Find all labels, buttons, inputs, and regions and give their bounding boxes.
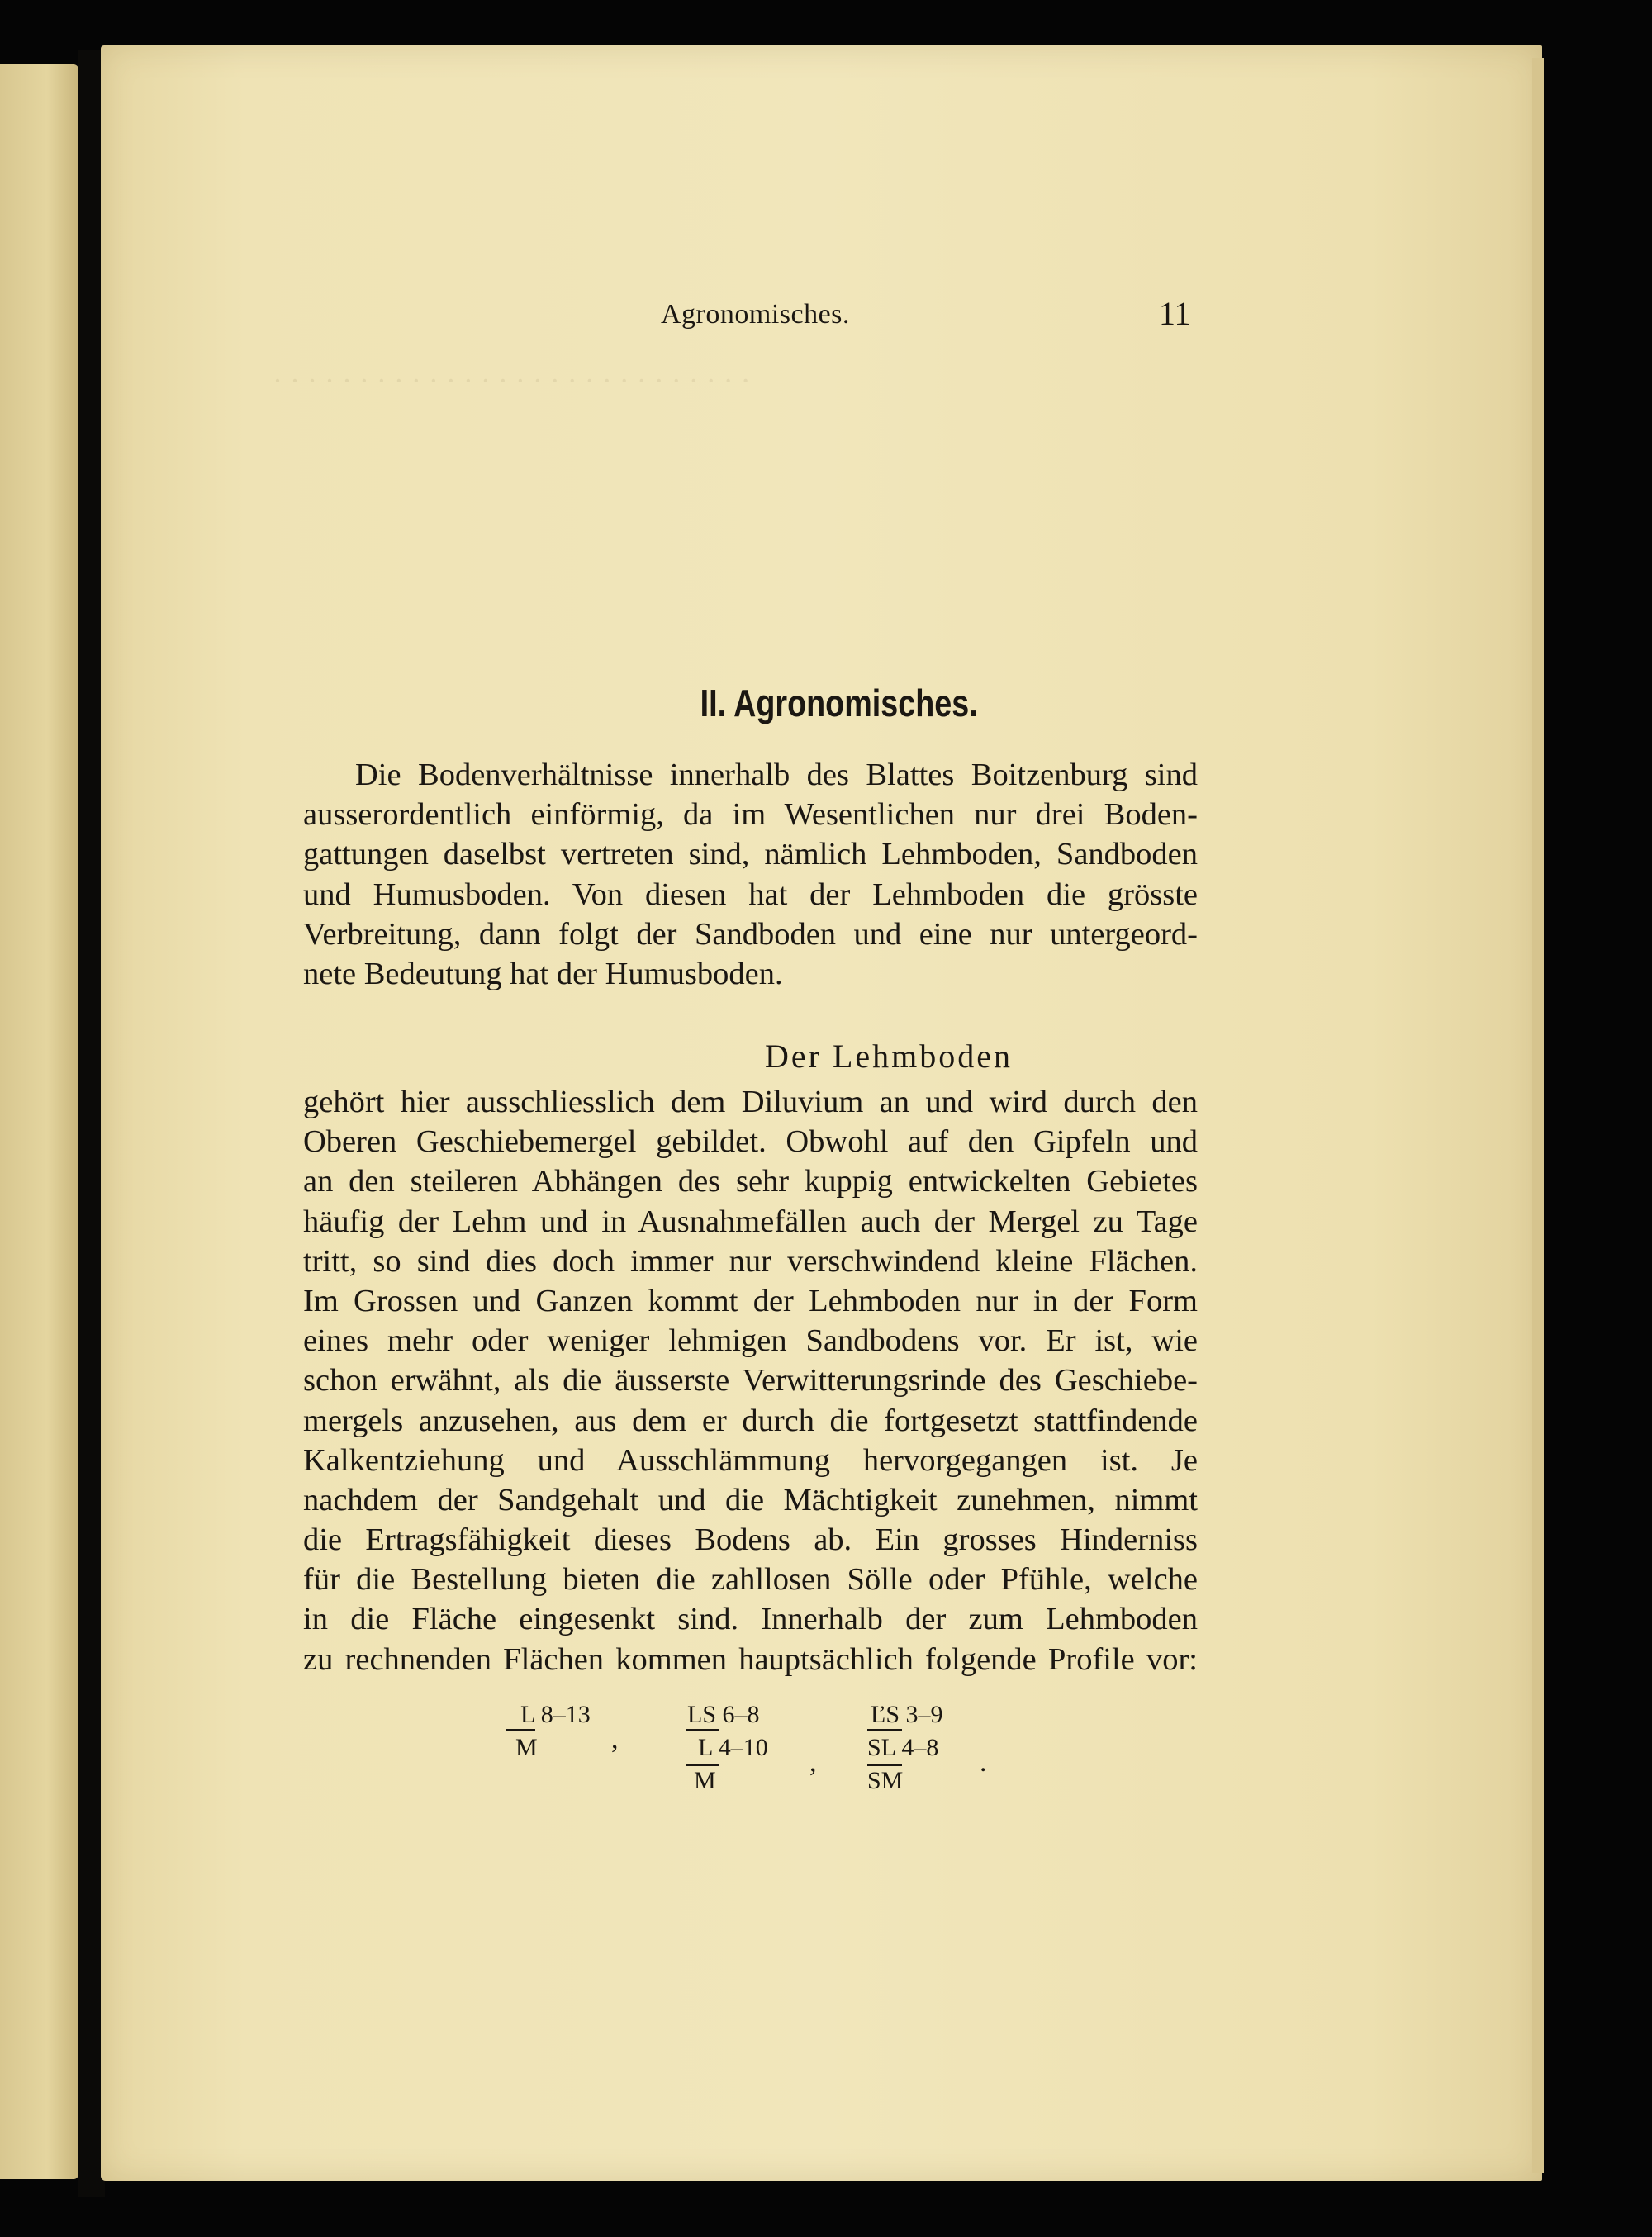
text-line: gehört hier ausschliesslich dem Diluvium an und wird durch den	[303, 1085, 1198, 1119]
text-line: und Humusboden. Von diesen hat der Lehmboden die grösste	[303, 876, 1198, 912]
profile-separator: ,	[809, 1747, 817, 1778]
text-line: nete Bedeutung hat der Humusboden.	[303, 956, 783, 991]
profile-separator: ,	[611, 1724, 619, 1755]
profile-2-row-2: L 4–10	[698, 1734, 768, 1761]
text-line: nachdem der Sandgehalt und die Mächtigkeit zunehmen, nimmt	[303, 1482, 1198, 1517]
paragraph-lehmboden	[303, 1082, 1198, 1679]
profile-3-row-1: ĽS 3–9	[871, 1701, 943, 1728]
text-line: für die Bestellung bieten die zahllosen Sölle oder Pfühle, welche	[303, 1562, 1198, 1598]
text-line: mergels anzusehen, aus dem er durch die fortgesetzt stattfindende	[303, 1403, 1198, 1438]
profile-1-row-2: M	[515, 1734, 538, 1761]
profile-1-row-1: L 8–13	[520, 1701, 591, 1728]
text-line: schon erwähnt, als die äusserste Verwitterungsrinde des Geschiebe-	[303, 1363, 1198, 1399]
text-line: häufig der Lehm und in Ausnahmefällen auch der Mergel zu Tage	[303, 1204, 1198, 1239]
profile-separator: .	[980, 1747, 987, 1778]
text-line: an den steileren Abhängen des sehr kuppig entwickelten Gebietes	[303, 1164, 1198, 1199]
text-line: Die Bodenverhältnisse innerhalb des Blattes Boitzenburg sind	[355, 758, 1198, 792]
paragraph-soil-overview	[303, 755, 1198, 994]
text-line: tritt, so sind dies doch immer nur verschwindend kleine Flächen.	[303, 1243, 1198, 1279]
show-through-text: · · · · · · · · · · · · · · · · · · · · · · · · · · · ·	[273, 364, 751, 397]
profile-3-row-2: SL 4–8	[867, 1734, 939, 1761]
profile-2-row-3: M	[694, 1767, 716, 1794]
text-line: gattungen daselbst vertreten sind, nämlich Lehmboden, Sandboden	[303, 837, 1198, 872]
text-line: zu rechnenden Flächen kommen hauptsächlich folgende Profile vor:	[303, 1641, 1198, 1677]
page-fore-edge	[1532, 58, 1544, 2173]
text-line: ausserordentlich einförmig, da im Wesentlichen nur drei Boden-	[303, 797, 1198, 833]
text-line: die Ertragsfähigkeit dieses Bodens ab. Ein grosses Hinderniss	[303, 1522, 1198, 1558]
section-heading: II. Agronomisches.	[700, 682, 978, 724]
text-line: Oberen Geschiebemergel gebildet. Obwohl auf den Gipfeln und	[303, 1124, 1198, 1160]
text-line: Kalkentziehung und Ausschlämmung hervorgegangen ist. Je	[303, 1442, 1198, 1478]
page-number: 11	[1159, 295, 1191, 332]
profile-3-divider-1	[867, 1729, 902, 1731]
profile-2-divider-1	[686, 1729, 719, 1731]
text-line: in die Fläche eingesenkt sind. Innerhalb der zum Lehmboden	[303, 1602, 1198, 1637]
profile-1-divider	[506, 1729, 535, 1731]
text-line: Im Grossen und Ganzen kommt der Lehmboden nur in der Form	[303, 1283, 1198, 1318]
profile-3-row-3: SM	[867, 1767, 904, 1794]
text-line: eines mehr oder weniger lehmigen Sandbodens vor. Er ist, wie	[303, 1323, 1198, 1359]
profile-2-row-1: LS 6–8	[687, 1701, 760, 1728]
running-head: Agronomisches.	[661, 299, 850, 330]
subsection-heading: Der Lehmboden	[764, 1038, 1013, 1075]
adjacent-page-edge	[0, 64, 78, 2179]
text-line: Verbreitung, dann folgt der Sandboden und eine nur untergeord-	[303, 916, 1198, 952]
